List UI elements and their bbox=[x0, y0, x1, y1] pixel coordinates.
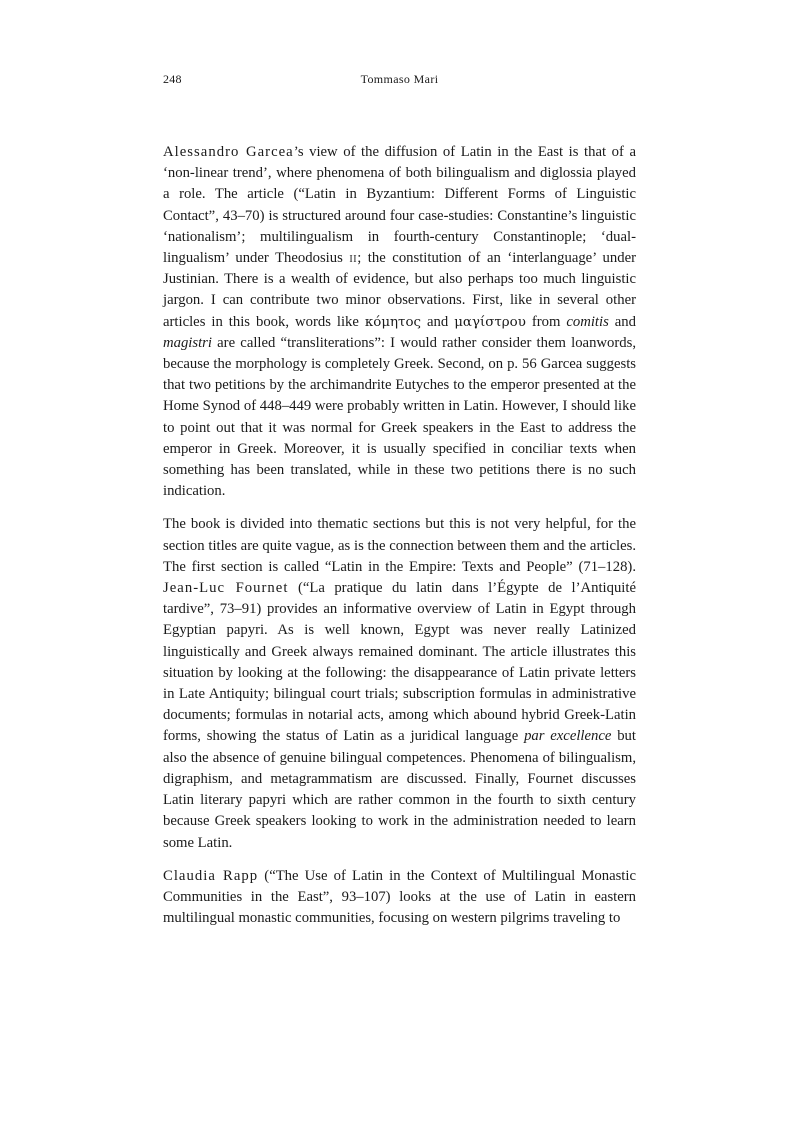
greek-word-magistrou: μαγίστρου bbox=[454, 314, 526, 330]
paragraph-1-text-b: ; the constitution of an ‘interlanguage’ under Justinian. There is a wealth of evidence, but also perhaps too much linguistic jargon. I can contribute two minor observations. First, like in several other articles in this book, words like bbox=[163, 250, 636, 330]
paragraph-1-text-d: from bbox=[525, 313, 567, 330]
page-number: 248 bbox=[163, 72, 182, 86]
roman-numeral-two: ii bbox=[349, 250, 358, 267]
author-name-garcea: Alessandro Garcea bbox=[163, 144, 294, 160]
paragraph-1 bbox=[163, 142, 636, 502]
paragraph-3-text-a: (“The Use of Latin in the Context of Multilingual Monastic Communities in the East”, 93–107) looks at the use of Latin in eastern multilingual monastic communities, focusing on western pilgrims traveling to bbox=[163, 867, 636, 927]
paragraph-1-text-a: ’s view of the diffusion of Latin in the East is that of a ‘non-linear trend’, where phenomena of both bilingualism and diglossia played a role. The article (“Latin in Byzantium: Different Forms of Linguistic Contact”, 43–70) is structured around four case-studies: Constantine’s linguistic ‘nationalism’; multilingualism in fourth-century Constantinople; ‘dual-lingualism’ under Theodosius bbox=[163, 144, 636, 267]
paragraph-2-text-a: The book is divided into thematic sections but this is not very helpful, for the section titles are quite vague, as is the connection between them and the articles. The first section is called “Latin in the Empire: Texts and People” (71–128). bbox=[163, 516, 636, 575]
author-name-fournet: Jean-Luc Fournet bbox=[163, 580, 289, 597]
paragraph-1-text-f: are called “transliterations”: I would rather consider them loanwords, because the morphology is completely Greek. Second, on p. 56 Garcea suggests that two petitions by the archimandrite Eutyches to the emperor presented at the Home Synod of 448–449 were probably written in Latin. However, I should like to point out that it was normal for Greek speakers in the East to address the emperor in Greek. Moreover, it is usually specified in conciliar texts when something has been translated, while in these two petitions there is no such indication. bbox=[163, 334, 636, 500]
paragraph-3 bbox=[163, 866, 636, 930]
running-head-title: Tommaso Mari bbox=[360, 72, 439, 86]
running-head bbox=[163, 72, 636, 88]
paragraph-1-text-e: and bbox=[608, 313, 636, 330]
body-text bbox=[163, 142, 636, 929]
latin-word-magistri: magistri bbox=[163, 334, 212, 351]
greek-word-komitos: κόμητος bbox=[364, 314, 422, 330]
latin-word-comitis: comitis bbox=[566, 313, 609, 330]
author-name-rapp: Claudia Rapp bbox=[163, 867, 259, 884]
latin-phrase-par-excellence: par excellence bbox=[524, 728, 612, 745]
paragraph-2-text-b: (“La pratique du latin dans l’Égypte de l’Antiquité tardive”, 73–91) provides an informative overview of Latin in Egypt through Egyptian papyri. As is well known, Egypt was never really Latinized linguistically and Greek always remained dominant. The article illustrates this situation by looking at the following: the disappearance of Latin private letters in Late Antiquity; bilingual court trials; subscription formulas in administrative documents; formulas in notarial acts, among which abound hybrid Greek-Latin forms, showing the status of Latin as a juridical language bbox=[163, 580, 636, 745]
paragraph-2-text-c: but also the absence of genuine bilingual competences. Phenomena of bilingualism, digraphism, and metagrammatism are discussed. Finally, Fournet discusses Latin literary papyri which are rather common in the fourth to sixth century because Greek speakers looking to work in the administration needed to learn some Latin. bbox=[163, 728, 636, 851]
paragraph-1-text-c: and bbox=[421, 313, 455, 330]
paragraph-2 bbox=[163, 514, 636, 853]
